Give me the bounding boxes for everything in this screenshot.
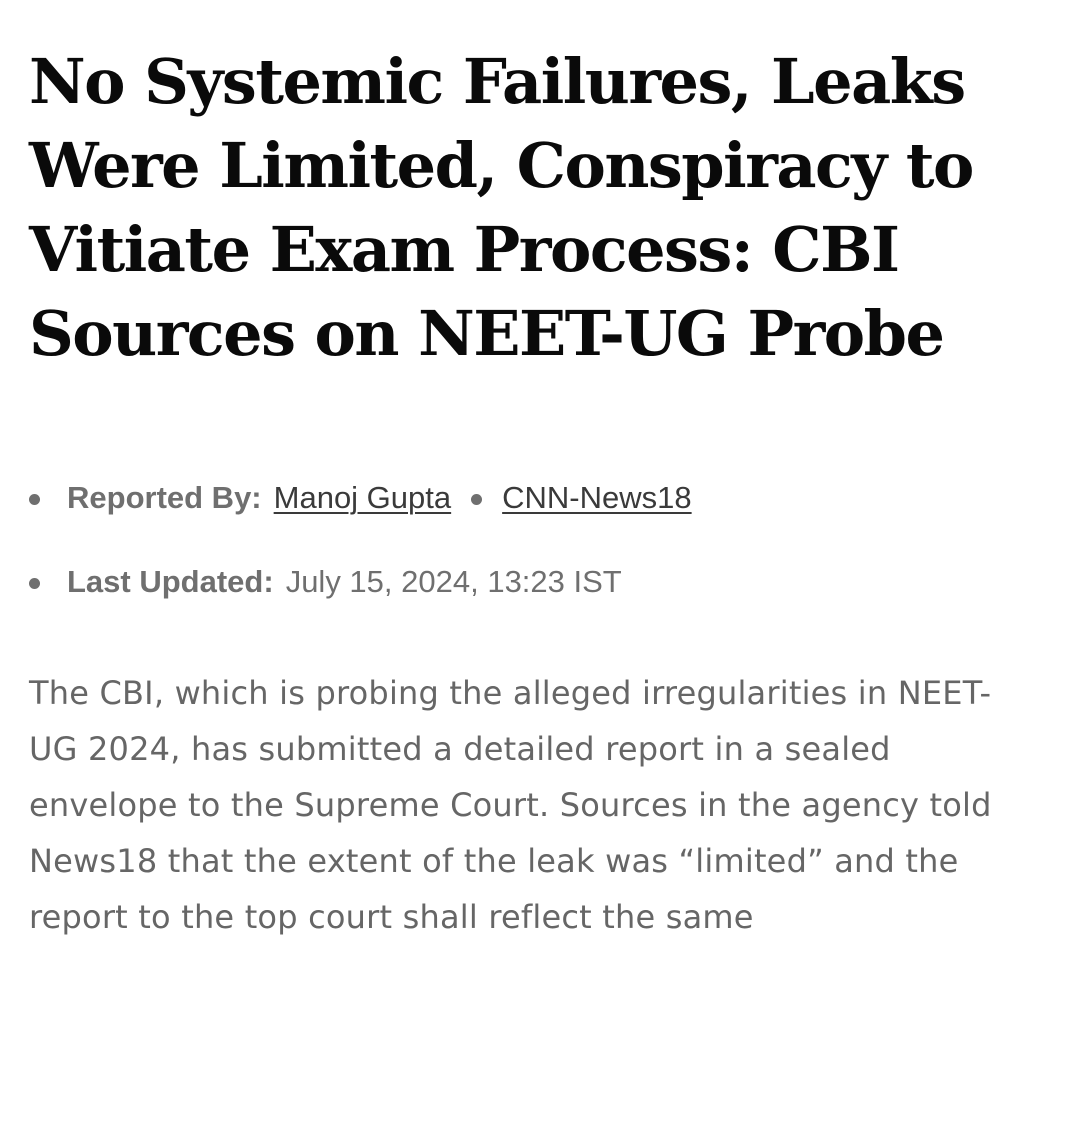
byline: [29, 480, 692, 516]
article-headline: No Systemic Failures, Leaks Were Limited, Conspiracy to Vitiate Exam Process: CBI Sources on NEET-UG Probe: [29, 45, 973, 370]
author-link[interactable]: Manoj Gupta: [273, 480, 452, 515]
last-updated: [29, 564, 622, 600]
outlet-link[interactable]: CNN-News18: [502, 480, 692, 515]
bullet-icon: [29, 494, 40, 505]
last-updated-value: July 15, 2024, 13:23 IST: [285, 564, 622, 599]
bullet-icon: [29, 578, 40, 589]
article-body: The CBI, which is probing the alleged irregularities in NEET-UG 2024, has submitted a detailed report in a sealed envelope to the Supreme Court. Sources in the agency told News18 that the extent of the leak was “limited” and the report to the top court shall reflect the same: [29, 674, 992, 936]
article: [29, 40, 1029, 936]
reported-by-label: Reported By:: [67, 480, 262, 515]
bullet-icon: [471, 494, 482, 505]
last-updated-label: Last Updated:: [67, 564, 274, 599]
